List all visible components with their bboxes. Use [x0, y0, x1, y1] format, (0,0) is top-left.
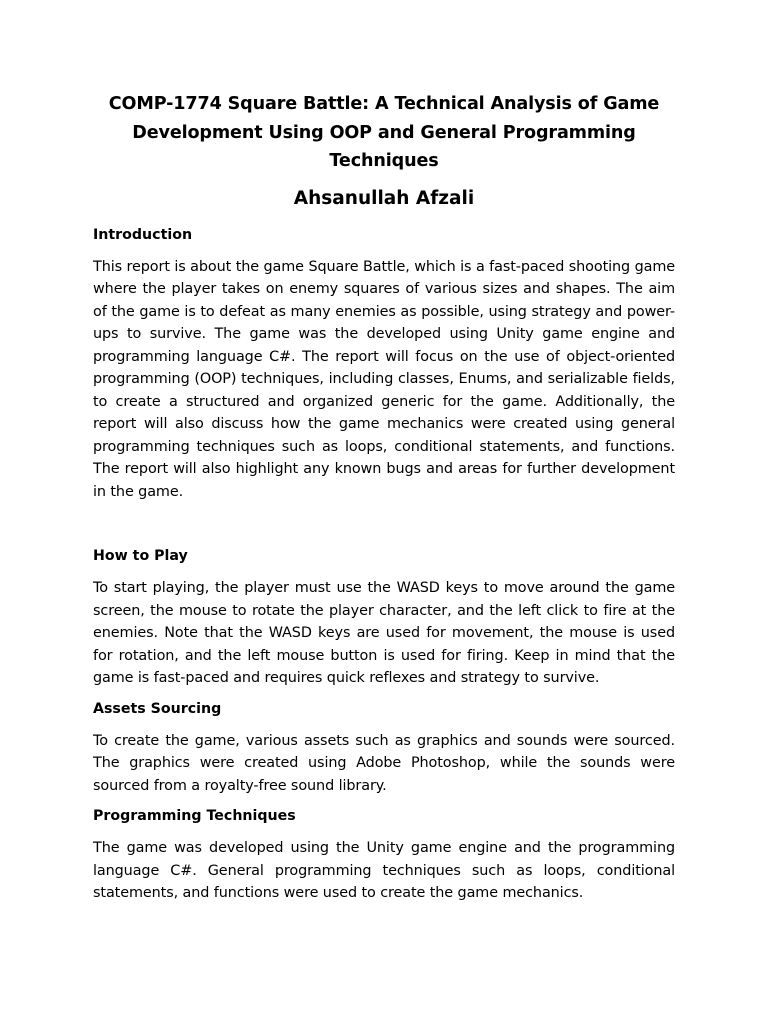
section-body-introduction: This report is about the game Square Battle, which is a fast-paced shooting game where the player takes on enemy squares of various sizes and shapes. The aim of the game is to defeat as many enemies as possible, using strategy and power-ups to survive. The game was the developed using Unity game engine and programming language C#. The report will focus on the use of object-oriented programming (OOP) techniques, including classes, Enums, and serializable fields, to create a structured and organized generic for the game. Additionally, the report will also discuss how the game mechanics were created using general programming techniques such as loops, conditional statements, and functions. The report will also highlight any known bugs and areas for further development in the game. [93, 258, 675, 500]
section-heading-introduction: Introduction [93, 226, 193, 243]
section-body-assets-sourcing: To create the game, various assets such as graphics and sounds were sourced. The graphics were created using Adobe Photoshop, while the sounds were sourced from a royalty-free sound library. [93, 732, 675, 794]
document-title: COMP-1774 Square Battle: A Technical Analysis of Game Development Using OOP and General Programming Techniques [108, 94, 660, 171]
section-body-programming-techniques: The game was developed using the Unity game engine and the programming language C#. General programming techniques such as loops, conditional statements, and functions were used to create the game mechanics. [93, 840, 675, 901]
section-body-how-to-play: To start playing, the player must use the WASD keys to move around the game screen, the mouse to rotate the player character, and the left click to fire at the enemies. Note that the WASD keys are used for movement, the mouse is used for rotation, and the left mouse button is used for firing. Keep in mind that the game is fast-paced and requires quick reflexes and strategy to survive. [93, 580, 675, 686]
section-heading-assets-sourcing: Assets Sourcing [93, 700, 222, 717]
section-heading-how-to-play: How to Play [93, 548, 188, 564]
section-heading-programming-techniques: Programming Techniques [93, 808, 296, 824]
author-name: Ahsanullah Afzali [293, 187, 475, 209]
